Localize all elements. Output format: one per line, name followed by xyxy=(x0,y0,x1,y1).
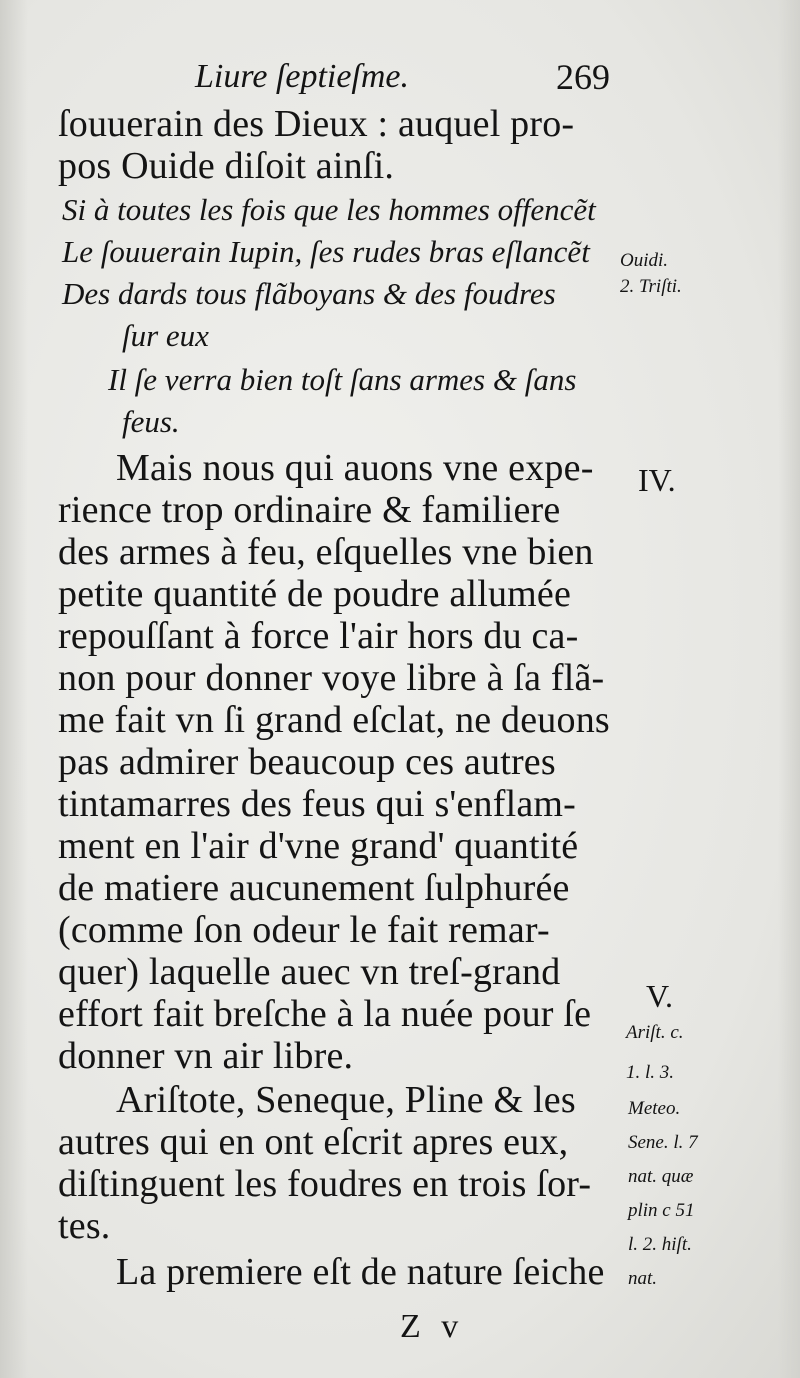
section-number: IV. xyxy=(638,462,676,498)
text-line: (comme ſon odeur le fait remar- xyxy=(58,909,550,951)
text-line: non pour donner voye libre à ſa flã- xyxy=(58,657,605,699)
margin-note: Ariſt. c. xyxy=(626,1022,684,1043)
text-line: tintamarres des feus qui s'enflam- xyxy=(58,783,577,825)
running-head: Liure ſeptieſme. xyxy=(195,58,410,95)
verse-line: Si à toutes les fois que les hommes offencẽt xyxy=(62,192,596,227)
text-line: tes. xyxy=(58,1205,111,1247)
page-edge-shadow-left xyxy=(0,0,28,1378)
text-line: La premiere eſt de nature ſeiche xyxy=(116,1251,605,1293)
margin-note: nat. quæ xyxy=(628,1166,694,1187)
verse-line: Le ſouuerain Iupin, ſes rudes bras eſlancẽt xyxy=(62,234,590,269)
text-line: de matiere aucunement ſulphurée xyxy=(58,867,570,909)
signature-mark: Z v xyxy=(400,1308,465,1345)
text-line: ſouuerain des Dieux : auquel pro- xyxy=(58,103,575,145)
text-line: repouſſant à force l'air hors du ca- xyxy=(58,615,579,657)
text-line: petite quantité de poudre allumée xyxy=(58,573,572,615)
text-line: diſtinguent les foudres en trois ſor- xyxy=(58,1163,592,1205)
margin-note: Sene. l. 7 xyxy=(628,1132,698,1153)
margin-note: 2. Triſti. xyxy=(620,276,682,297)
text-line: donner vn air libre. xyxy=(58,1035,354,1077)
page-header xyxy=(195,58,610,98)
text-line: pos Ouide diſoit ainſi. xyxy=(58,145,395,187)
text-line: effort fait breſche à la nuée pour ſe xyxy=(58,993,592,1035)
page-edge-shadow-right xyxy=(778,0,800,1378)
text-line: ment en l'air d'vne grand' quantité xyxy=(58,825,579,867)
margin-note: nat. xyxy=(628,1268,658,1289)
margin-note: Meteo. xyxy=(628,1098,681,1119)
margin-note: Ouidi. xyxy=(620,250,669,271)
section-number: V. xyxy=(646,978,673,1014)
verse-line: feus. xyxy=(122,404,180,439)
text-line: autres qui en ont eſcrit apres eux, xyxy=(58,1121,569,1163)
text-line: me fait vn ſi grand eſclat, ne deuons xyxy=(58,699,610,741)
text-line: pas admirer beaucoup ces autres xyxy=(58,741,556,783)
text-line: des armes à feu, eſquelles vne bien xyxy=(58,531,594,573)
verse-line: ſur eux xyxy=(122,318,209,353)
margin-note: 1. l. 3. xyxy=(626,1062,675,1083)
margin-note: l. 2. hiſt. xyxy=(628,1234,692,1255)
verse-line: Il ſe verra bien toſt ſans armes & ſans xyxy=(108,362,577,397)
text-line: Mais nous qui auons vne expe- xyxy=(116,447,594,489)
verse-line: Des dards tous flãboyans & des foudres xyxy=(62,276,556,311)
page-number: 269 xyxy=(556,57,610,97)
text-line: rience trop ordinaire & familiere xyxy=(58,489,561,531)
text-line: Ariſtote, Seneque, Pline & les xyxy=(116,1079,576,1121)
text-line: quer) laquelle auec vn treſ-grand xyxy=(58,951,561,993)
margin-note: plin c 51 xyxy=(628,1200,695,1221)
